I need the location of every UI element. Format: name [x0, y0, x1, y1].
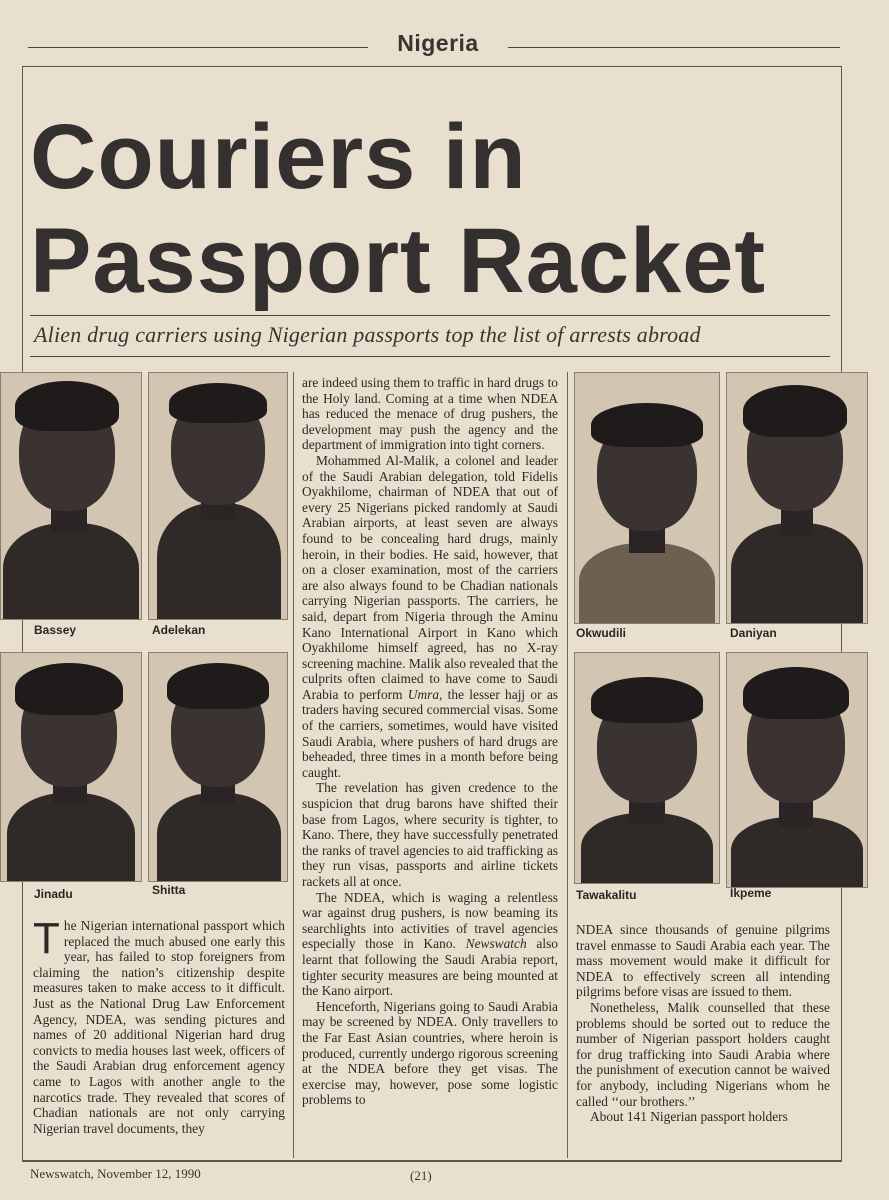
photo-caption: Ikpeme	[730, 886, 772, 900]
article-paragraph: The revelation has given credence to the suspicion that drug barons have shifted their base from Lagos, where security is tighter, to Kano. There, they have successfully penetrated the ranks of travel agencies to aid trafficking as they run visas, passports and airline tickets rackets all at once.	[302, 780, 558, 889]
section-label: Nigeria	[397, 30, 479, 56]
article-column-1	[33, 914, 285, 1136]
footer-publication: Newswatch, November 12, 1990	[30, 1166, 201, 1181]
portrait-photo	[574, 372, 720, 624]
photo-caption: Jinadu	[34, 887, 73, 901]
portrait-photo	[726, 372, 868, 624]
headline	[30, 105, 840, 313]
deck-rule-bottom	[30, 356, 830, 357]
photo-caption: Adelekan	[152, 623, 206, 637]
footer-rule	[22, 1160, 842, 1161]
photo-caption: Shitta	[152, 883, 186, 897]
footer-page-number: (21)	[410, 1168, 432, 1183]
portrait-photo	[148, 372, 288, 620]
portrait-photo	[0, 372, 142, 620]
photo-caption: Tawakalitu	[576, 888, 637, 902]
photo-caption: Bassey	[34, 623, 77, 637]
portrait-photo	[0, 652, 142, 882]
photo-caption: Okwudili	[576, 626, 627, 640]
article-column-3	[576, 922, 830, 1125]
section-rule-right	[508, 47, 840, 48]
article-paragraph: The NDEA, which is waging a relentless war against drug pushers, is now beaming its searchlights into activities of travel agencies especially those in Kano. Newswatch also learnt that following the Saudi Arabia report, tighter security measures are being mounted at the Kano airport.	[302, 889, 558, 999]
article-paragraph: Nonetheless, Malik counselled that these problems should be sorted out to reduce the number of Nigerian passport holders caught for drug trafficking into Saudi Arabia where the punishment of execution cannot be waived for anybody, including Nigerians whom he called ‘‘our brothers.’’	[576, 999, 830, 1109]
drop-cap: T	[33, 914, 60, 963]
article-paragraph: are indeed using them to traffic in hard drugs to the Holy land. Coming at a time when NDEA has reduced the menace of drug pushers, the development may push the agency and the department of immigration into tight corners.	[302, 375, 558, 453]
article-paragraph: NDEA since thousands of genuine pilgrims travel enmasse to Saudi Arabia each year. The mass movement would make it difficult for NDEA to effectively screen all intending pilgrims before visas are issued to them.	[576, 922, 830, 1000]
column-rule	[567, 372, 568, 1158]
article-paragraph: About 141 Nigerian passport holders	[590, 1109, 788, 1125]
article-paragraph: The Nigerian international passport which replaced the much abused one early this year, has failed to stop foreigners from claiming the nation’s citizenship despite measures taken to make access to it difficult. Just as the National Drug Law Enforcement Agency, NDEA, was sending pictures and names of 20 additional Nigerian hard drug convicts to media houses last week, officers of the Saudi Arabian drug enforcement agency came to Lagos with another angle to the narcotics trade. They revealed that scores of Chadian nationals are not only carrying Nigerian travel documents, they	[33, 914, 285, 1136]
headline-line-1: Couriers in	[30, 106, 527, 208]
article-column-2	[302, 375, 558, 1108]
portrait-photo	[726, 652, 868, 888]
headline-line-2: Passport Racket	[30, 210, 766, 312]
deck-subheadline: Alien drug carriers using Nigerian passports top the list of arrests abroad	[34, 322, 701, 347]
column-rule	[293, 372, 294, 1158]
portrait-photo	[574, 652, 720, 884]
section-rule-left	[28, 47, 368, 48]
article-paragraph: Henceforth, Nigerians going to Saudi Arabia may be screened by NDEA. Only travellers to the Far East Asian countries, where heroin is produced, currently undergo rigorous screening at the NDEA before they get visas. The exercise may, however, pose some logistic problems to	[302, 998, 558, 1108]
article-paragraph: Mohammed Al-Malik, a colonel and leader of the Saudi Arabian delegation, told Fidelis Oyakhilome, chairman of NDEA that out of every 25 Nigerians picked randomly at Saudi Arabian airports, at least seven are always found to be concealing hard drugs, mainly heroin, in their bodies. He said, however, that on a closer examination, most of the carriers are also always found to be Chadian nationals carrying Nigerian passports. The carriers, he said, depart from Nigeria through the Aminu Kano International Airport in Kano which Oyakhilome himself agreed, has no X-ray screening machine. Malik also revealed that the culprits often claimed to have come to Saudi Arabia to perform Umra, the lesser hajj or as traders having secured commercial visas. Some of the carriers, sometimes, would have visited Saudi Arabia, where pushers of hard drugs are beheaded, three times in a month before being caught.	[302, 452, 558, 780]
photo-caption: Daniyan	[730, 626, 777, 640]
portrait-photo	[148, 652, 288, 882]
deck-rule-top	[30, 315, 830, 316]
section-header	[28, 30, 840, 62]
